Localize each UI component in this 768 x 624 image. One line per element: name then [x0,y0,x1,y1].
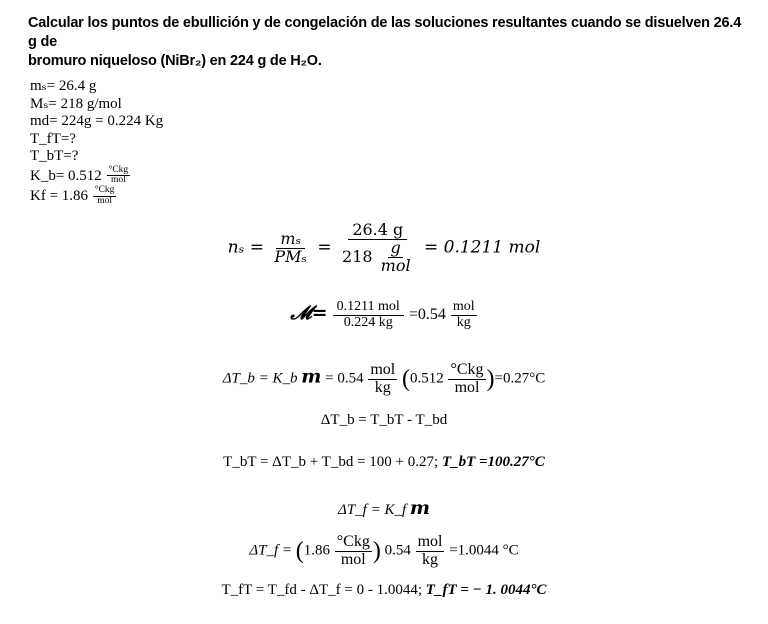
eq2-fraction [333,300,404,330]
kf-unit-num: °Ckg [94,185,115,196]
eq1-fraction-symbolic [270,228,311,266]
eq1-fraction-numeric [338,222,418,274]
problem-statement [28,14,748,71]
kb-unit [107,166,131,187]
equation-molality [0,300,768,330]
eq7-lhs: ΔT_f = [249,542,292,559]
kb-unit-den: mol [110,175,126,186]
eq7-unit1 [335,534,372,569]
eq7-unit2 [416,534,445,569]
eq3-u1-den: kg [374,378,391,396]
eq7-u1-num: °Ckg [336,533,370,550]
eq6-m: m [409,497,430,519]
equation-tbt [0,454,768,471]
eq1-f2-num: 26.4 g [348,222,407,240]
eq7-u2-num: mol [417,533,443,550]
eq1-rhs: = 0.1211 mol [423,237,541,258]
eq2-unit-num: mol [452,299,475,314]
given-kb [30,166,163,187]
eq6-lhs: ΔT_f = K_f [338,502,407,518]
problem-line-1: Calcular los puntos de ebullición y de congelación de las soluciones resultantes cuando se disuelven 26.4 g de [28,15,742,50]
given-tbt: T_bT=? [30,148,79,164]
eq3-u2-num: °Ckg [450,361,484,378]
eq2-unit-den: kg [456,314,471,330]
eq7-u1-den: mol [340,550,366,568]
kb-label: K_b= 0.512 [30,167,102,184]
eq3-open-paren: ( [401,365,410,392]
equation-delta-tb-def [0,412,768,429]
eq3-rhs: =0.27°C [494,370,546,387]
given-md: md= 224g = 0.224 Kg [30,113,164,129]
eq3-close-paren: ) [486,365,495,392]
eq3-u1-num: mol [370,361,396,378]
eq1-f2-den-unit [379,237,413,275]
kf-label: Kf = 1.86 [30,188,89,205]
eq1-lhs: nₛ = [227,237,264,258]
eq3-u2-den: mol [454,378,480,396]
eq1-f1-num: mₛ [276,231,305,249]
equation-tft [0,582,768,599]
eq3-eq: = 0.54 [325,370,364,387]
eq1-equals: = [317,237,332,258]
eq7-u2-den: kg [422,550,439,568]
equation-moles [0,222,768,274]
equation-delta-tf-def [0,497,768,519]
given-kf [30,186,163,207]
eq7-mid: 0.54 [384,542,411,559]
eq3-unit2 [448,362,485,397]
given-tft: T_fT=? [30,130,76,147]
eq2-rhs: =0.54 [408,305,446,323]
given-Ms: Mₛ= 218 g/mol [30,95,122,112]
eq5-result: T_bT =100.27°C [441,454,545,470]
given-data [30,78,163,207]
eq1-f2-den-num: g [390,237,401,257]
eq3-m: m [301,365,322,388]
kb-unit-num: °Ckg [108,164,129,175]
eq2-num: 0.1211 mol [333,300,404,316]
eq1-f2-den [338,237,418,275]
eq1-f1-den: PMₛ [274,246,307,266]
eq7-rhs: =1.0044 °C [449,542,519,559]
eq7-inner: 1.86 [303,542,330,559]
eq3-lhs: ΔT_b = K_b [222,370,298,387]
eq7-open-paren: ( [295,537,304,564]
eq2-lhs: 𝓜= [290,301,328,324]
eq1-f2-den-den: mol [380,255,411,275]
eq5-text: T_bT = ΔT_b + T_bd = 100 + 0.27; [223,454,439,470]
eq7-close-paren: ) [372,537,381,564]
eq2-unit [451,300,477,330]
equation-delta-tf [0,534,768,569]
equation-delta-tb [0,362,768,397]
eq3-unit1 [368,362,397,397]
problem-line-2: bromuro niqueloso (NiBr₂) en 224 g de H₂O. [28,53,322,69]
eq4-text: ΔT_b = T_bT - T_bd [320,412,448,428]
eq8-text: T_fT = T_fd - ΔT_f = 0 - 1.0044; [221,582,423,598]
eq2-den: 0.224 kg [343,314,393,330]
eq1-f2-den-a: 218 [342,246,373,266]
given-ms: mₛ= 26.4 g [30,78,97,94]
eq8-result: T_fT = − 1. 0044°C [425,582,547,598]
kf-unit [93,186,117,207]
kf-unit-den: mol [97,196,112,207]
eq3-inner: 0.512 [409,370,444,387]
